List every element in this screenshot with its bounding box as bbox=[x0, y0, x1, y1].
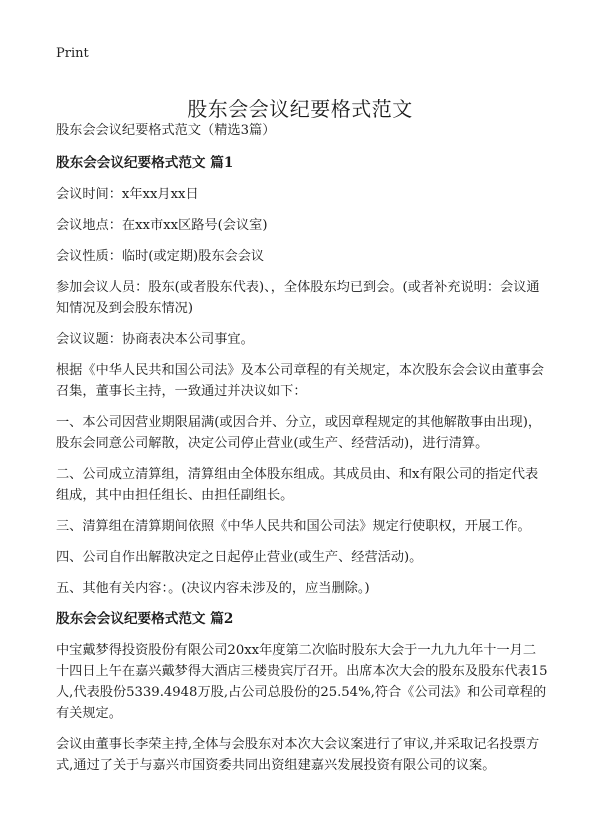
document-title: 股东会会议纪要格式范文 bbox=[187, 97, 413, 122]
section1-paragraph: 二、公司成立清算组，清算组由全体股东组成。其成员由、和x有限公司的指定代表组成，其中由担任组长、由担任副组长。 bbox=[56, 467, 539, 503]
section1-paragraph: 会议地点：在xx市xx区路号(会议室) bbox=[56, 218, 268, 233]
section1-paragraph: 会议时间：x年xx月xx日 bbox=[56, 187, 199, 202]
print-link[interactable]: Print bbox=[56, 46, 89, 61]
section1-paragraph: 三、清算组在清算期间依照《中华人民共和国公司法》规定行使职权，开展工作。 bbox=[56, 519, 531, 534]
section1-paragraph: 四、公司自作出解散决定之日起停止营业(或生产、经营活动)。 bbox=[56, 550, 423, 565]
section1-paragraph: 五、其他有关内容：。(决议内容未涉及的，应当删除。) bbox=[56, 581, 370, 596]
section-heading-2: 股东会会议纪要格式范文 篇2 bbox=[56, 611, 234, 627]
section1-paragraph: 会议性质：临时(或定期)股东会会议 bbox=[56, 249, 265, 264]
section-heading-1: 股东会会议纪要格式范文 篇1 bbox=[56, 155, 234, 171]
section1-paragraph: 一、本公司因营业期限届满(或因合并、分立，或因章程规定的其他解散事由出现)，股东会同意公司解散，决定公司停止营业(或生产、经营活动)，进行清算。 bbox=[56, 415, 542, 451]
document-subtitle: 股东会会议纪要格式范文（精选3篇） bbox=[56, 123, 276, 138]
section2-paragraph: 中宝戴梦得投资股份有限公司20xx年度第二次临时股东大会于一九九九年十一月二十四日上午在嘉兴戴梦得大酒店三楼贵宾厅召开。出席本次大会的股东及股东代表15人,代表股份5339.4948万股,占公司总股份的25.54%,符合《公司法》和公司章程的有关规定。 bbox=[56, 643, 548, 721]
document-body bbox=[56, 120, 548, 786]
section2-paragraph: 会议由董事长李荣主持,全体与会股东对本次大会议案进行了审议,并采取记名投票方式,通过了关于与嘉兴市国资委共同出资组建嘉兴发展投资有限公司的议案。 bbox=[56, 737, 540, 773]
section1-paragraph: 根据《中华人民共和国公司法》及本公司章程的有关规定，本次股东会会议由董事会召集，董事长主持，一致通过并决议如下： bbox=[56, 363, 544, 399]
section1-paragraph: 参加会议人员：股东(或者股东代表)、，全体股东均已到会。(或者补充说明：会议通知情况及到会股东情况) bbox=[56, 280, 540, 316]
section1-paragraph: 会议议题：协商表决本公司事宜。 bbox=[56, 332, 254, 347]
